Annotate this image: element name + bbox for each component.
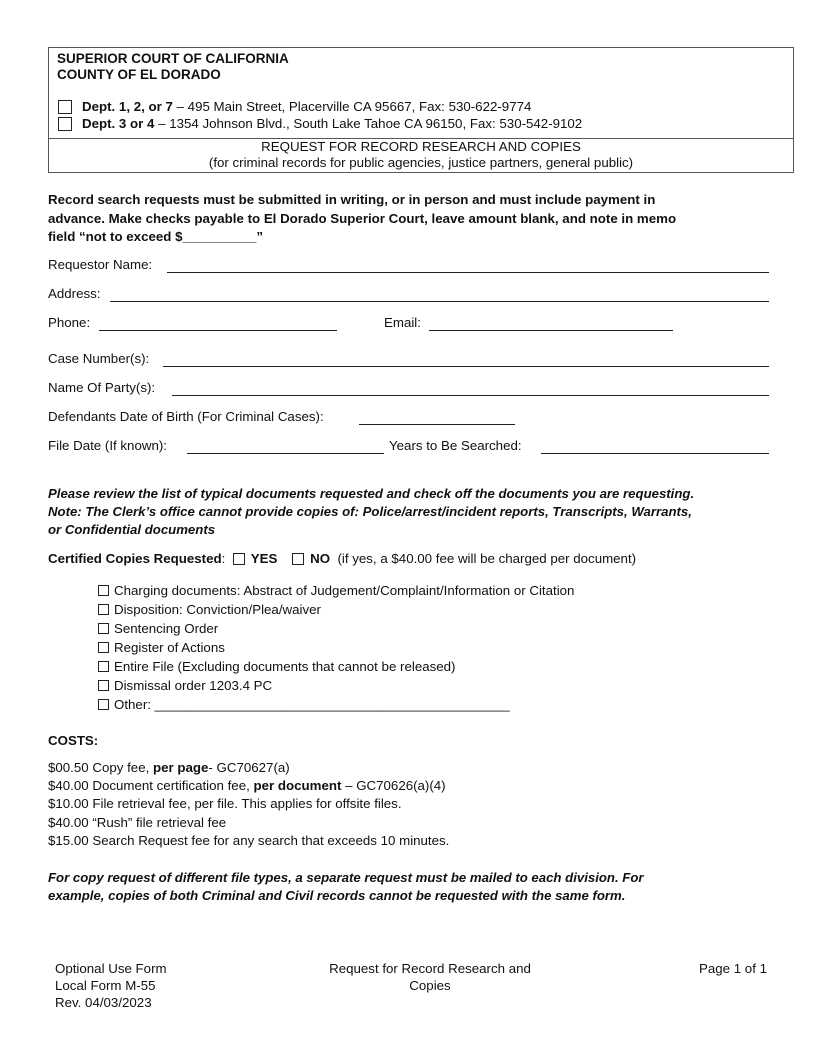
address-field[interactable] xyxy=(110,301,769,302)
intro-line: field “not to exceed $__________” xyxy=(48,229,264,244)
case-number-field[interactable] xyxy=(163,366,769,367)
form-subtitle: (for criminal records for public agencies, justice partners, general public) xyxy=(208,155,634,170)
dob-label: Defendants Date of Birth (For Criminal Cases): xyxy=(48,409,324,424)
instructions-line: Note: The Clerk’s office cannot provide copies of: Police/arrest/incident reports, Transcripts, Warrants, xyxy=(48,504,692,519)
party-name-field[interactable] xyxy=(172,395,769,396)
division-notice xyxy=(48,869,644,905)
costs-heading: COSTS: xyxy=(48,733,99,748)
phone-label: Phone: xyxy=(48,315,91,330)
document-option-disposition[interactable] xyxy=(98,600,574,619)
document-checkbox[interactable] xyxy=(98,661,109,672)
costs-list xyxy=(48,759,449,850)
intro-paragraph xyxy=(48,191,676,247)
party-name-label: Name Of Party(s): xyxy=(48,380,156,395)
certified-colon: : xyxy=(221,551,226,566)
instructions-line: Please review the list of typical documents requested and check off the documents you are requesting. xyxy=(48,486,695,501)
requestor-name-field[interactable] xyxy=(167,272,769,273)
notice-line: For copy request of different file types, a separate request must be mailed to each division. For xyxy=(48,870,644,885)
document-label: Disposition: Conviction/Plea/waiver xyxy=(114,602,321,617)
footer-form-title: Request for Record Research and Copies xyxy=(329,961,531,993)
years-searched-label: Years to Be Searched: xyxy=(389,438,522,453)
court-header-box xyxy=(48,47,794,173)
certified-no-checkbox[interactable] xyxy=(292,553,304,565)
cost-item-certification: $40.00 Document certification fee, per document – GC70626(a)(4) xyxy=(48,778,446,794)
intro-line: advance. Make checks payable to El Dorado Superior Court, leave amount blank, and note in memo xyxy=(48,210,677,226)
requestor-name-label: Requestor Name: xyxy=(48,257,153,272)
document-label: Dismissal order 1203.4 PC xyxy=(114,678,273,693)
document-label: Register of Actions xyxy=(114,640,225,655)
document-label: Other: ________________________________________________ xyxy=(114,697,510,712)
document-checkbox[interactable] xyxy=(98,623,109,634)
dept-1-option[interactable] xyxy=(58,99,531,114)
certified-yes-option[interactable] xyxy=(233,551,278,566)
email-label: Email: xyxy=(384,315,421,330)
cost-item-retrieval: $10.00 File retrieval fee, per file. This applies for offsite files. xyxy=(48,796,402,812)
footer-revision: Rev. 04/03/2023 xyxy=(55,995,152,1010)
document-option-sentencing[interactable] xyxy=(98,619,574,638)
years-searched-field[interactable] xyxy=(541,453,769,454)
dept-1-checkbox[interactable] xyxy=(58,100,72,114)
dept-1-address: – 495 Main Street, Placerville CA 95667, Fax: 530-622-9774 xyxy=(172,99,532,114)
dept-3-address: – 1354 Johnson Blvd., South Lake Tahoe CA 96150, Fax: 530-542-9102 xyxy=(154,116,583,131)
footer-form-info xyxy=(55,960,167,1011)
footer-form-number: Local Form M-55 xyxy=(55,978,156,993)
document-label: Entire File (Excluding documents that cannot be released) xyxy=(114,659,456,674)
document-checkbox[interactable] xyxy=(98,604,109,615)
document-option-entire-file[interactable] xyxy=(98,657,574,676)
cost-item-copy: $00.50 Copy fee, per page- GC70627(a) xyxy=(48,760,290,775)
document-label: Sentencing Order xyxy=(114,621,219,636)
email-field[interactable] xyxy=(429,330,673,331)
instructions-line: or Confidential documents xyxy=(48,522,216,537)
court-name: SUPERIOR COURT OF CALIFORNIA xyxy=(57,51,289,66)
certified-no-option[interactable] xyxy=(292,551,330,566)
certified-yes-checkbox[interactable] xyxy=(233,553,245,565)
address-label: Address: xyxy=(48,286,101,301)
document-label: Charging documents: Abstract of Judgement/Complaint/Information or Citation xyxy=(114,583,575,598)
document-checkbox[interactable] xyxy=(98,585,109,596)
case-number-label: Case Number(s): xyxy=(48,351,150,366)
document-option-dismissal[interactable] xyxy=(98,676,574,695)
document-option-other[interactable] xyxy=(98,695,574,714)
instructions-paragraph xyxy=(48,485,694,539)
document-option-register[interactable] xyxy=(98,638,574,657)
page-number: Page 1 of 1 xyxy=(698,961,767,976)
dept-1-label: Dept. 1, 2, or 7 xyxy=(82,99,173,114)
document-checkbox[interactable] xyxy=(98,699,109,710)
dob-field[interactable] xyxy=(359,424,515,425)
dept-3-option[interactable] xyxy=(58,116,582,131)
footer-optional-use: Optional Use Form xyxy=(55,961,167,976)
cost-item-rush: $40.00 “Rush” file retrieval fee xyxy=(48,814,227,830)
document-checklist xyxy=(98,581,574,714)
certified-fee-note: (if yes, a $40.00 fee will be charged per document) xyxy=(337,551,637,566)
file-date-label: File Date (If known): xyxy=(48,438,167,453)
phone-field[interactable] xyxy=(99,330,337,331)
intro-line: Record search requests must be submitted in writing, or in person and must include payment in xyxy=(48,192,656,207)
dept-3-checkbox[interactable] xyxy=(58,117,72,131)
certified-yes-label: YES xyxy=(250,551,278,566)
document-checkbox[interactable] xyxy=(98,680,109,691)
county-name: COUNTY OF EL DORADO xyxy=(57,67,221,82)
cost-item-search: $15.00 Search Request fee for any search that exceeds 10 minutes. xyxy=(48,832,450,848)
form-title: REQUEST FOR RECORD RESEARCH AND COPIES xyxy=(261,139,581,154)
notice-line: example, copies of both Criminal and Civil records cannot be requested with the same form. xyxy=(48,888,626,903)
certified-copies-label: Certified Copies Requested xyxy=(48,551,222,566)
dept-3-label: Dept. 3 or 4 xyxy=(82,116,155,131)
file-date-field[interactable] xyxy=(187,453,384,454)
document-option-charging[interactable] xyxy=(98,581,574,600)
document-checkbox[interactable] xyxy=(98,642,109,653)
certified-copies-row xyxy=(48,551,636,566)
certified-no-label: NO xyxy=(310,551,331,566)
